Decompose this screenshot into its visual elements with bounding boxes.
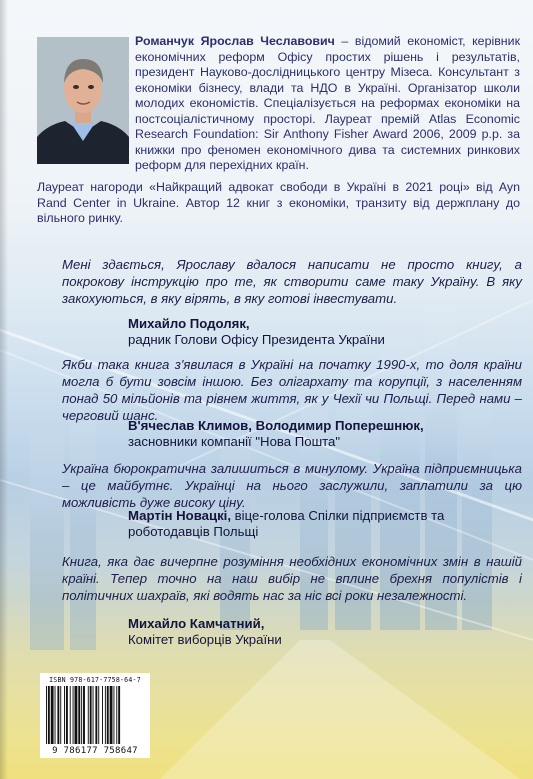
quote-author: [128, 616, 523, 648]
quote-author-role: засновники компанії "Нова Пошта": [128, 434, 341, 449]
quote-text: Якби така книга з'явилася в Україні на початку 1990-х, то доля країни могла б бути зовсім іншою. Без олігархату та корупції, з населенням понад 50 мільйонів та рівнем життя, як у Чехії чи Польщі. Перед нами – черговий шанс.: [62, 357, 522, 423]
barcode-bar: [75, 686, 78, 744]
author-bio-continued: Лауреат нагороди «Найкращий адвокат свободи в Україні в 2021 році» від Ayn Rand Center in Ukraine. Автор 12 книг з економіки, транзиту від держплану до вільного ринку.: [37, 180, 520, 226]
quote-author: [128, 316, 523, 348]
barcode-bars: [46, 686, 144, 744]
barcode-bar: [88, 686, 89, 744]
isbn-barcode: [40, 673, 150, 758]
quote-author-role: Комітет виборців України: [128, 632, 282, 647]
quote-author: [128, 508, 523, 540]
author-bio-text: – відомий економіст, керівник економічних реформ Офісу простих рішень і результатів, президент Науково-дослідницького центру Мізеса. Консультант з економіки бізнесу, влади та НДО в Україні. Організатор школи молодих економістів. Спеціалізується на реформах економіки на постсоціалістичному просторі. Лауреат премій Atlas Economic Research Foundation: Sir Anthony Fisher Award 2006, 2009 р.р. за книжки про феномен економічного дива та системних ринкових реформ для перехідних країн.: [135, 34, 520, 173]
quote-author-role: радник Голови Офісу Президента України: [128, 332, 385, 347]
barcode-bar: [66, 686, 68, 744]
barcode-bar: [55, 686, 56, 744]
barcode-bar: [116, 686, 117, 744]
author-photo: [37, 37, 129, 164]
barcode-bar: [73, 686, 74, 744]
barcode-bar: [46, 686, 47, 744]
barcode-digits: 9 786177 758647: [52, 746, 138, 756]
barcode-bar: [83, 686, 85, 744]
barcode-bar: [98, 686, 99, 744]
spine-shadow: [0, 0, 8, 779]
barcode-bar: [105, 686, 106, 744]
quote-author-name: В'ячеслав Климов, Володимир Поперешнюк,: [128, 418, 424, 433]
quote-text: Україна бюрократична залишиться в минулому. Україна підприємницька – це майбутнє. Українці на нього заслужили, заплатили за цю можливість дуже високу ціну.: [62, 461, 522, 510]
barcode-bar: [107, 686, 109, 744]
barcode-bar: [48, 686, 50, 744]
barcode-bar: [70, 686, 71, 744]
barcode-bar: [51, 686, 54, 744]
barcode-bar: [110, 686, 113, 744]
barcode-bar: [118, 686, 120, 744]
author-bio-name: Романчук Ярослав Чеславович: [135, 34, 335, 48]
isbn-label: ISBN 978-617-7758-64-7: [49, 676, 141, 684]
barcode-bar: [81, 686, 82, 744]
barcode-bar: [95, 686, 97, 744]
quote-author-role: віце-голова Спілки підприємств та роботодавців Польщі: [128, 508, 445, 539]
quote-author: [128, 418, 523, 450]
barcode-bar: [93, 686, 94, 744]
author-bio: [135, 34, 520, 174]
quote-author-name: Мартін Новацкі,: [128, 508, 231, 523]
barcode-bar: [90, 686, 92, 744]
barcode-bar: [57, 686, 59, 744]
barcode-bar: [78, 686, 80, 744]
barcode-bar: [64, 686, 65, 744]
author-portrait-image: [37, 37, 129, 164]
quote-text: Книга, яка дає вичерпне розуміння необхідних економічних змін в нашій країні. Тепер точно на наш вибір не вплине брехня популістів і політичних шахраїв, які водять нас за ніс всі роки незалежності.: [62, 554, 522, 603]
barcode-bar: [102, 686, 103, 744]
barcode-bar: [60, 686, 61, 744]
barcode-bar: [113, 686, 114, 744]
quote-text: Мені здається, Ярославу вдалося написати не просто книгу, а покрокову інструкцію про те, як створити саме таку Україну. В яку закохуються, в яку вірять, в яку готові інвестувати.: [62, 257, 522, 306]
quote-author-name: Михайло Подоляк,: [128, 316, 250, 331]
quote-author-name: Михайло Камчатний,: [128, 616, 265, 631]
